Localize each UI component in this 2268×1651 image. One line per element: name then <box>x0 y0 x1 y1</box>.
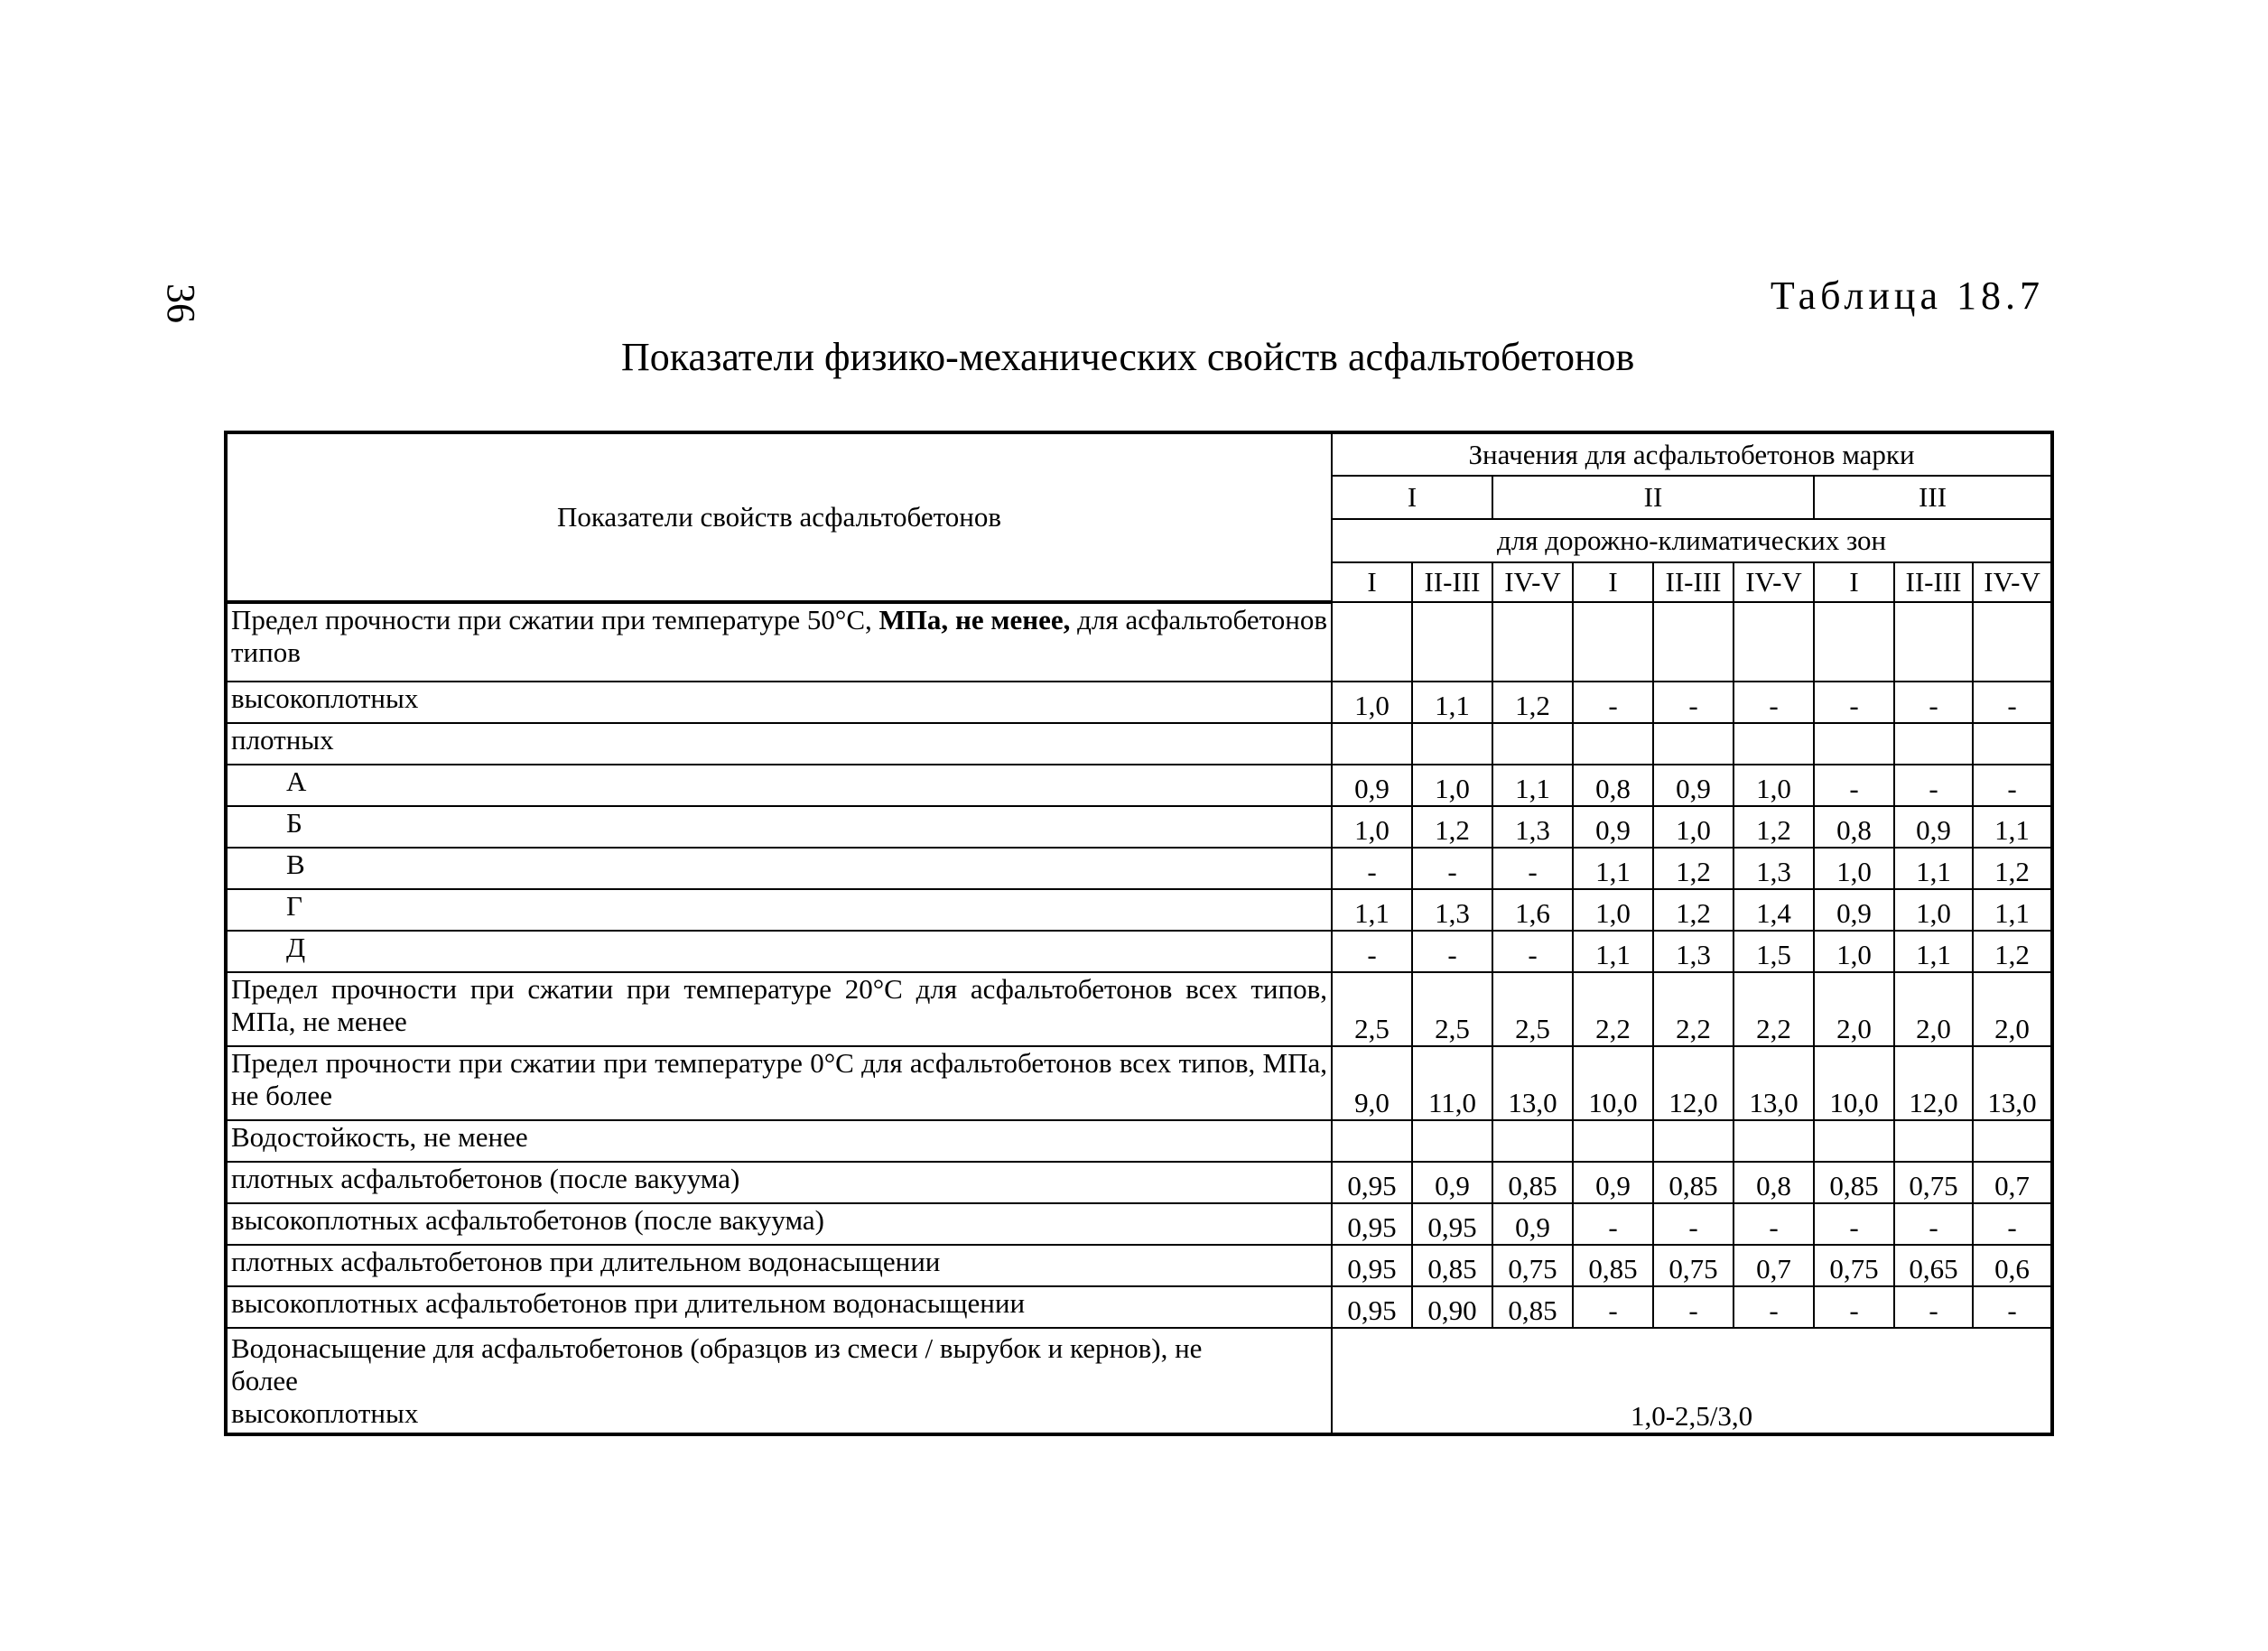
table-row <box>226 1328 2052 1434</box>
value-cell: 9,0 <box>1332 1046 1412 1120</box>
value-cell: 0,85 <box>1653 1162 1734 1203</box>
row-label: Предел прочности при сжатии при температуре 20°С для асфальтобетонов всех типов, МПа, не менее <box>226 972 1332 1046</box>
grade-header: II <box>1492 476 1814 519</box>
value-cell: 10,0 <box>1573 1046 1653 1120</box>
value-cell: 1,3 <box>1492 806 1573 848</box>
value-cell: - <box>1973 765 2052 806</box>
zone-header: I <box>1814 562 1894 602</box>
value-cell: 0,95 <box>1412 1203 1492 1245</box>
value-cell: 1,1 <box>1894 848 1973 889</box>
table-row <box>226 723 2052 765</box>
value-cell: 0,8 <box>1814 806 1894 848</box>
value-cell: 1,3 <box>1653 931 1734 972</box>
merged-value-cell: 1,0-2,5/3,0 <box>1332 1328 2052 1434</box>
value-cell: - <box>1412 931 1492 972</box>
value-cell: - <box>1573 1203 1653 1245</box>
table-row <box>226 1120 2052 1162</box>
value-cell: 1,0 <box>1653 806 1734 848</box>
value-cell: 2,5 <box>1412 972 1492 1046</box>
row-label: Г <box>226 889 1332 931</box>
value-cell: 1,1 <box>1332 889 1412 931</box>
value-cell: 0,75 <box>1653 1245 1734 1286</box>
value-cell: 12,0 <box>1894 1046 1973 1120</box>
row-label: высокоплотных <box>226 682 1332 723</box>
row-label: А <box>226 765 1332 806</box>
value-cell: - <box>1332 848 1412 889</box>
value-cell: - <box>1492 848 1573 889</box>
row-label: высокоплотных асфальтобетонов (после вакуума) <box>226 1203 1332 1245</box>
row-label: В <box>226 848 1332 889</box>
row-label: Д <box>226 931 1332 972</box>
value-cell: - <box>1894 682 1973 723</box>
value-cell: 1,2 <box>1973 931 2052 972</box>
value-cell: 1,2 <box>1492 682 1573 723</box>
table-row <box>226 1286 2052 1328</box>
value-cell: 13,0 <box>1492 1046 1573 1120</box>
values-header: Значения для асфальтобетонов марки <box>1332 432 2052 476</box>
value-cell: 0,95 <box>1332 1162 1412 1203</box>
value-cell: - <box>1814 765 1894 806</box>
value-cell: 0,85 <box>1492 1286 1573 1328</box>
value-cell: 1,0 <box>1894 889 1973 931</box>
value-cell: 1,0 <box>1734 765 1814 806</box>
value-cell: 13,0 <box>1973 1046 2052 1120</box>
value-cell: - <box>1653 1203 1734 1245</box>
value-cell: 1,2 <box>1973 848 2052 889</box>
row-label: плотных <box>226 723 1332 765</box>
zone-header: IV-V <box>1492 562 1573 602</box>
value-cell: 1,0 <box>1573 889 1653 931</box>
value-cell: - <box>1814 682 1894 723</box>
value-cell: 1,1 <box>1573 848 1653 889</box>
value-cell: 0,8 <box>1573 765 1653 806</box>
value-cell: - <box>1332 931 1412 972</box>
value-cell: 0,85 <box>1814 1162 1894 1203</box>
value-cell: 1,1 <box>1573 931 1653 972</box>
zone-header: II-III <box>1412 562 1492 602</box>
value-cell: 0,75 <box>1894 1162 1973 1203</box>
value-cell: 13,0 <box>1734 1046 1814 1120</box>
grade-header: III <box>1814 476 2052 519</box>
value-cell: 1,1 <box>1492 765 1573 806</box>
table-row <box>226 682 2052 723</box>
value-cell: 0,7 <box>1734 1245 1814 1286</box>
value-cell: 0,9 <box>1573 806 1653 848</box>
value-cell: 1,0 <box>1814 848 1894 889</box>
value-cell: 1,0 <box>1412 765 1492 806</box>
zone-header: IV-V <box>1734 562 1814 602</box>
value-cell: 2,2 <box>1653 972 1734 1046</box>
value-cell: 2,5 <box>1332 972 1412 1046</box>
row-label: Предел прочности при сжатии при температуре 0°С для асфальтобетонов всех типов, МПа, не более <box>226 1046 1332 1120</box>
value-cell: 0,9 <box>1492 1203 1573 1245</box>
table-row <box>226 1245 2052 1286</box>
table-row <box>226 1162 2052 1203</box>
row-label: Б <box>226 806 1332 848</box>
value-cell: - <box>1814 1203 1894 1245</box>
value-cell: - <box>1573 1286 1653 1328</box>
zone-header: I <box>1573 562 1653 602</box>
row-label: высокоплотных <box>231 1396 419 1429</box>
zone-header: II-III <box>1653 562 1734 602</box>
value-cell: 0,95 <box>1332 1286 1412 1328</box>
value-cell: - <box>1734 1286 1814 1328</box>
value-cell: 0,9 <box>1894 806 1973 848</box>
value-cell: - <box>1653 682 1734 723</box>
properties-table <box>224 431 2054 1436</box>
value-cell: 0,6 <box>1973 1245 2052 1286</box>
zone-header: I <box>1332 562 1412 602</box>
value-cell: 0,85 <box>1412 1245 1492 1286</box>
value-cell: 2,2 <box>1734 972 1814 1046</box>
table-row <box>226 889 2052 931</box>
value-cell: - <box>1894 1203 1973 1245</box>
value-cell: 0,95 <box>1332 1203 1412 1245</box>
row-label: плотных асфальтобетонов (после вакуума) <box>226 1162 1332 1203</box>
value-cell: 1,3 <box>1412 889 1492 931</box>
value-cell: 1,2 <box>1653 889 1734 931</box>
value-cell: - <box>1573 682 1653 723</box>
group-title-water-saturation: Водонасыщение для асфальтобетонов (образцов из смеси / вырубок и кернов), не более <box>231 1331 1203 1396</box>
page-number: 36 <box>159 283 203 323</box>
value-cell: 0,85 <box>1573 1245 1653 1286</box>
value-cell: 0,8 <box>1734 1162 1814 1203</box>
value-cell: 1,2 <box>1734 806 1814 848</box>
value-cell: - <box>1973 1286 2052 1328</box>
property-column-header: Показатели свойств асфальтобетонов <box>226 432 1332 602</box>
row-label: плотных асфальтобетонов при длительном водонасыщении <box>226 1245 1332 1286</box>
value-cell: 1,1 <box>1412 682 1492 723</box>
table-row <box>226 931 2052 972</box>
value-cell: 1,2 <box>1653 848 1734 889</box>
table-row <box>226 1046 2052 1120</box>
group-title-bold-text: МПа, не менее, <box>878 604 1071 635</box>
table-row <box>226 972 2052 1046</box>
zones-header: для дорожно-климатических зон <box>1332 519 2052 562</box>
row-label: высокоплотных асфальтобетонов при длительном водонасыщении <box>226 1286 1332 1328</box>
grade-header: I <box>1332 476 1492 519</box>
value-cell: 0,9 <box>1412 1162 1492 1203</box>
value-cell: 2,2 <box>1573 972 1653 1046</box>
value-cell: - <box>1653 1286 1734 1328</box>
group-title-strength50 <box>226 602 1332 682</box>
value-cell: 0,9 <box>1332 765 1412 806</box>
group-title-text: для асфальтобетонов типов <box>231 604 1328 668</box>
value-cell: 0,95 <box>1332 1245 1412 1286</box>
value-cell: - <box>1412 848 1492 889</box>
value-cell: - <box>1734 682 1814 723</box>
value-cell: 1,1 <box>1973 889 2052 931</box>
value-cell: 0,9 <box>1814 889 1894 931</box>
group-title-water-resistance: Водостойкость, не менее <box>226 1120 1332 1162</box>
value-cell: - <box>1492 931 1573 972</box>
value-cell: - <box>1894 765 1973 806</box>
value-cell: 1,3 <box>1734 848 1814 889</box>
value-cell: - <box>1894 1286 1973 1328</box>
value-cell: 12,0 <box>1653 1046 1734 1120</box>
table-row <box>226 765 2052 806</box>
value-cell: 11,0 <box>1412 1046 1492 1120</box>
value-cell: 2,0 <box>1973 972 2052 1046</box>
value-cell: 2,0 <box>1814 972 1894 1046</box>
table-row <box>226 602 2052 682</box>
value-cell: - <box>1814 1286 1894 1328</box>
value-cell: 0,9 <box>1653 765 1734 806</box>
value-cell: 2,0 <box>1894 972 1973 1046</box>
table-row <box>226 1203 2052 1245</box>
value-cell: - <box>1973 682 2052 723</box>
zone-header: IV-V <box>1973 562 2052 602</box>
zone-header: II-III <box>1894 562 1973 602</box>
value-cell: 1,0 <box>1332 806 1412 848</box>
group-title-text: Предел прочности при сжатии при температуре 50°С, <box>231 604 872 635</box>
value-cell: - <box>1973 1203 2052 1245</box>
value-cell: 0,75 <box>1492 1245 1573 1286</box>
value-cell: 1,6 <box>1492 889 1573 931</box>
value-cell: 0,90 <box>1412 1286 1492 1328</box>
value-cell: 0,75 <box>1814 1245 1894 1286</box>
value-cell: 1,1 <box>1894 931 1973 972</box>
value-cell: 1,1 <box>1973 806 2052 848</box>
value-cell: - <box>1734 1203 1814 1245</box>
value-cell: 1,2 <box>1412 806 1492 848</box>
value-cell: 1,4 <box>1734 889 1814 931</box>
table-row <box>226 806 2052 848</box>
value-cell: 0,85 <box>1492 1162 1573 1203</box>
value-cell: 0,65 <box>1894 1245 1973 1286</box>
value-cell: 2,5 <box>1492 972 1573 1046</box>
value-cell: 1,0 <box>1814 931 1894 972</box>
group-water-saturation <box>226 1328 1332 1434</box>
table-row <box>226 848 2052 889</box>
value-cell: 1,5 <box>1734 931 1814 972</box>
value-cell: 10,0 <box>1814 1046 1894 1120</box>
value-cell: 1,0 <box>1332 682 1412 723</box>
value-cell: 0,9 <box>1573 1162 1653 1203</box>
table-label: Таблица 18.7 <box>1770 274 2044 318</box>
value-cell: 0,7 <box>1973 1162 2052 1203</box>
table-title: Показатели физико-механических свойств асфальтобетонов <box>621 335 1635 379</box>
